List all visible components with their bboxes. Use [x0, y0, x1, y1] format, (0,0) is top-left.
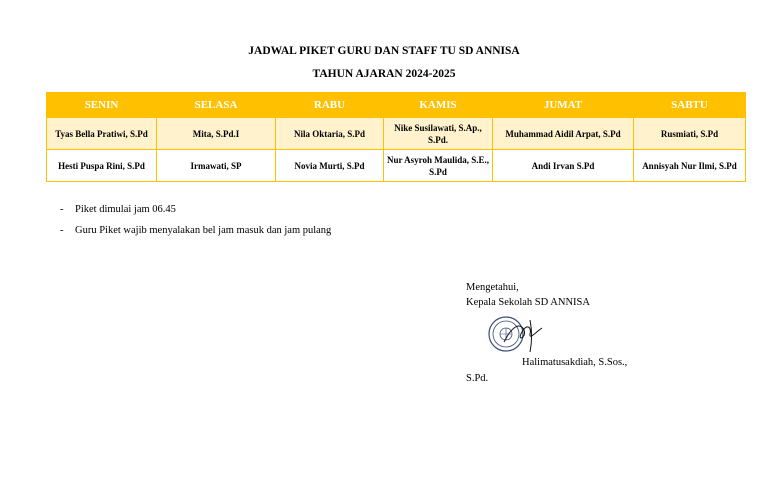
- list-item: [60, 224, 331, 245]
- schedule-table: [46, 92, 746, 182]
- table-cell: Muhammad Aidil Arpat, S.Pd: [493, 118, 634, 150]
- table-cell: Novia Murti, S.Pd: [276, 150, 384, 182]
- document-title: JADWAL PIKET GURU DAN STAFF TU SD ANNISA: [248, 45, 520, 57]
- table-cell: Nur Asyroh Maulida, S.E., S.Pd: [384, 150, 493, 182]
- header-selasa: SELASA: [157, 93, 276, 118]
- signature-degree: S.Pd.: [466, 373, 489, 384]
- note-text: Piket dimulai jam 06.45: [75, 204, 176, 215]
- list-item: [60, 203, 331, 224]
- table-cell: Hesti Puspa Rini, S.Pd: [47, 150, 157, 182]
- table-cell: Tyas Bella Pratiwi, S.Pd: [47, 118, 157, 150]
- schedule-header-row: [47, 93, 746, 118]
- bullet-dash: -: [60, 204, 64, 215]
- table-row: [47, 150, 746, 182]
- notes-list: [60, 203, 331, 245]
- bullet-dash: -: [60, 225, 64, 236]
- table-cell: Rusmiati, S.Pd: [634, 118, 746, 150]
- header-kamis: KAMIS: [384, 93, 493, 118]
- table-cell: Mita, S.Pd.I: [157, 118, 276, 150]
- table-cell: Nike Susilawati, S.Ap., S.Pd.: [384, 118, 493, 150]
- signature-position: Kepala Sekolah SD ANNISA: [466, 297, 590, 308]
- header-senin: SENIN: [47, 93, 157, 118]
- table-cell: Irmawati, SP: [157, 150, 276, 182]
- note-text: Guru Piket wajib menyalakan bel jam masuk dan jam pulang: [75, 225, 332, 236]
- signature-acknowledged: Mengetahui,: [466, 282, 519, 293]
- table-cell: Nila Oktaria, S.Pd: [276, 118, 384, 150]
- table-cell: Annisyah Nur Ilmi, S.Pd: [634, 150, 746, 182]
- table-row: [47, 118, 746, 150]
- table-cell: Andi Irvan S.Pd: [493, 150, 634, 182]
- header-sabtu: SABTU: [634, 93, 746, 118]
- signature-name: Halimatusakdiah, S.Sos.,: [522, 357, 628, 368]
- document-subtitle: TAHUN AJARAN 2024-2025: [312, 68, 456, 80]
- header-rabu: RABU: [276, 93, 384, 118]
- header-jumat: JUMAT: [493, 93, 634, 118]
- school-seal-signature-icon: [486, 312, 552, 356]
